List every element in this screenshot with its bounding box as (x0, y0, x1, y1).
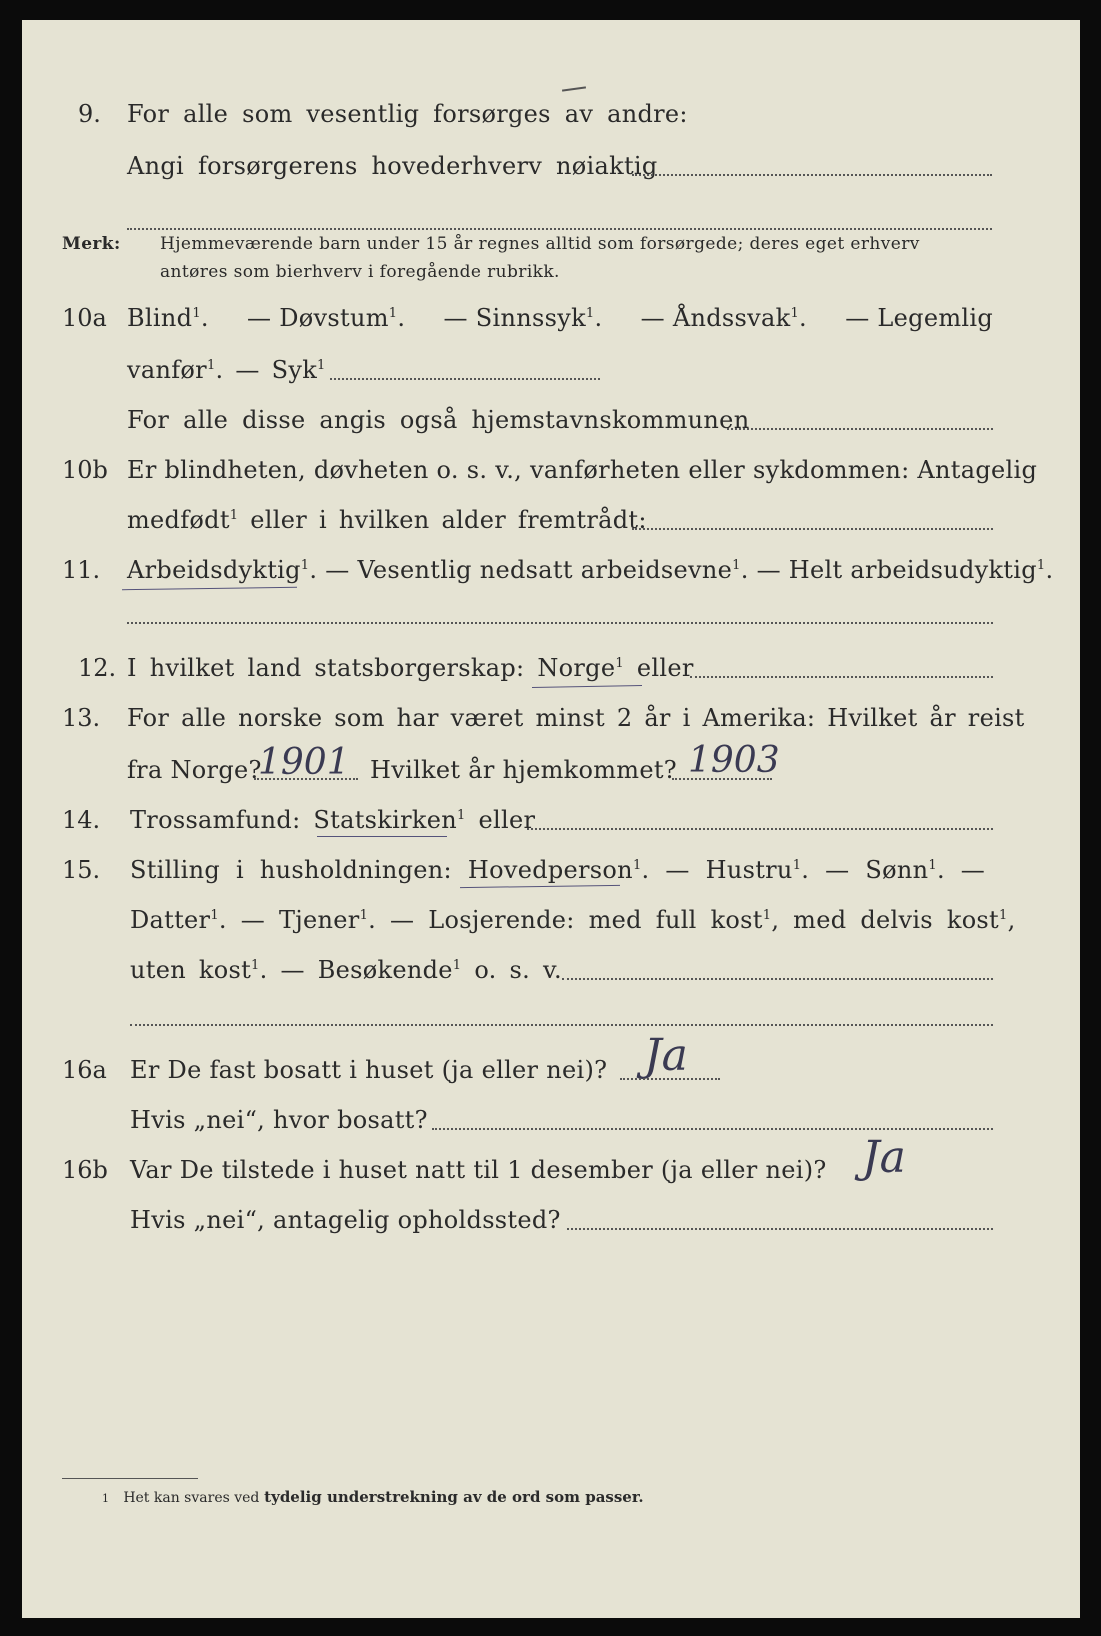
q15-answer-line-2[interactable] (130, 1024, 993, 1026)
merk-label: Merk: (62, 234, 121, 254)
underline-hovedperson (460, 885, 620, 888)
q13-line1: For alle norske som har været minst 2 år i Amerika: Hvilket år reist (127, 704, 1025, 732)
q10a-number: 10a (62, 304, 107, 332)
q15-line2: Datter$^1$. — Tjener$^1$. — Losjerende: med full kost$^1$, med delvis kost$^1$, (130, 906, 1016, 934)
q9-answer-line-2[interactable] (127, 228, 992, 230)
q12-number: 12. (78, 654, 117, 682)
q16b-line2: Hvis „nei“, antagelig opholdssted? (130, 1206, 561, 1234)
q16b-number: 16b (62, 1156, 108, 1184)
q13-answer-returned[interactable]: 1903 (688, 740, 780, 781)
footnote-mark: 1 (102, 1492, 109, 1505)
q16a-line1: Er De fast bosatt i huset (ja eller nei)? (130, 1056, 608, 1084)
option-dovstum: — Døvstum$^1$. (247, 304, 406, 332)
q15-line1: Stilling i husholdningen: Hovedperson$^1$. — Hustru$^1$. — Sønn$^1$. — (130, 856, 986, 884)
q16a-number: 16a (62, 1056, 107, 1084)
underline-arbeidsdyktig (122, 587, 297, 590)
q13-line2-a: fra Norge? (127, 756, 262, 784)
q12-answer-line[interactable] (690, 676, 993, 678)
q9-line2: Angi forsørgerens hovederhverv nøiaktig (127, 152, 658, 180)
q11-number: 11. (62, 556, 101, 584)
q13-number: 13. (62, 704, 101, 732)
q15-line3: uten kost$^1$. — Besøkende$^1$ o. s. v. (130, 956, 562, 984)
q15-number: 15. (62, 856, 101, 884)
q16a-answer[interactable]: Ja (644, 1030, 688, 1081)
q10b-line1: Er blindheten, døvheten o. s. v., vanførheten eller sykdommen: Antagelig (127, 456, 1038, 484)
q16b-opholdssted-line[interactable] (567, 1228, 993, 1230)
q16a-answer-line[interactable] (620, 1078, 720, 1080)
q13-answer-left[interactable]: 1901 (258, 742, 350, 783)
footnote-text-a: Het kan svares ved (123, 1490, 260, 1506)
option-andssvak: — Åndssvak$^1$. (640, 304, 807, 332)
footnote-text-b: tydelig understrekning av de ord som passer. (264, 1488, 644, 1506)
underline-norge (532, 685, 642, 688)
q13-left-line[interactable] (254, 778, 358, 780)
q12-line: I hvilket land statsborgerskap: Norge$^1$ eller (127, 654, 694, 682)
q10b-answer-line[interactable] (632, 528, 993, 530)
underline-statskirken (317, 836, 447, 837)
q9-line1: For alle som vesentlig forsørges av andre: (127, 100, 688, 128)
q14-line: Trossamfund: Statskirken$^1$ eller (130, 806, 536, 834)
q10b-number: 10b (62, 456, 108, 484)
q16a-bosatt-line[interactable] (432, 1128, 993, 1130)
q10a-line1 (127, 304, 993, 332)
q9-answer-line[interactable] (632, 174, 992, 176)
q10a-hjemstavn-line[interactable] (727, 428, 993, 430)
q10a-answer-line[interactable] (330, 378, 600, 380)
option-sinnssyk: — Sinnssyk$^1$. (443, 304, 603, 332)
q14-answer-line[interactable] (527, 828, 993, 830)
census-form-page (22, 20, 1080, 1618)
q15-answer-line[interactable] (562, 978, 993, 980)
q16b-answer[interactable]: Ja (862, 1132, 906, 1183)
q10b-line2: medfødt$^1$ eller i hvilken alder fremtrådt: (127, 506, 647, 534)
q16b-line1: Var De tilstede i huset natt til 1 desember (ja eller nei)? (130, 1156, 827, 1184)
q11-line: Arbeidsdyktig$^1$. — Vesentlig nedsatt arbeidsevne$^1$. — Helt arbeidsudyktig$^1$. (127, 556, 1054, 584)
q10a-line3: For alle disse angis også hjemstavnskommunen (127, 406, 750, 434)
option-legemlig: — Legemlig (845, 304, 993, 332)
top-mark (562, 86, 586, 91)
q14-number: 14. (62, 806, 101, 834)
q13-line2-b: Hvilket år hjemkommet? (370, 756, 677, 784)
footnote (102, 1488, 644, 1506)
footnote-rule (62, 1478, 198, 1479)
q9-number: 9. (78, 100, 101, 128)
q13-returned-line[interactable] (672, 778, 772, 780)
merk-line1: Hjemmeværende barn under 15 år regnes alltid som forsørgede; deres eget erhverv (160, 234, 920, 254)
q10a-line2: vanfør$^1$. — Syk$^1$ (127, 356, 326, 384)
q11-answer-line[interactable] (127, 622, 993, 624)
merk-line2: antøres som bierhverv i foregående rubrikk. (160, 262, 560, 282)
option-blind: Blind$^1$. (127, 304, 209, 332)
q16a-line2: Hvis „nei“, hvor bosatt? (130, 1106, 428, 1134)
